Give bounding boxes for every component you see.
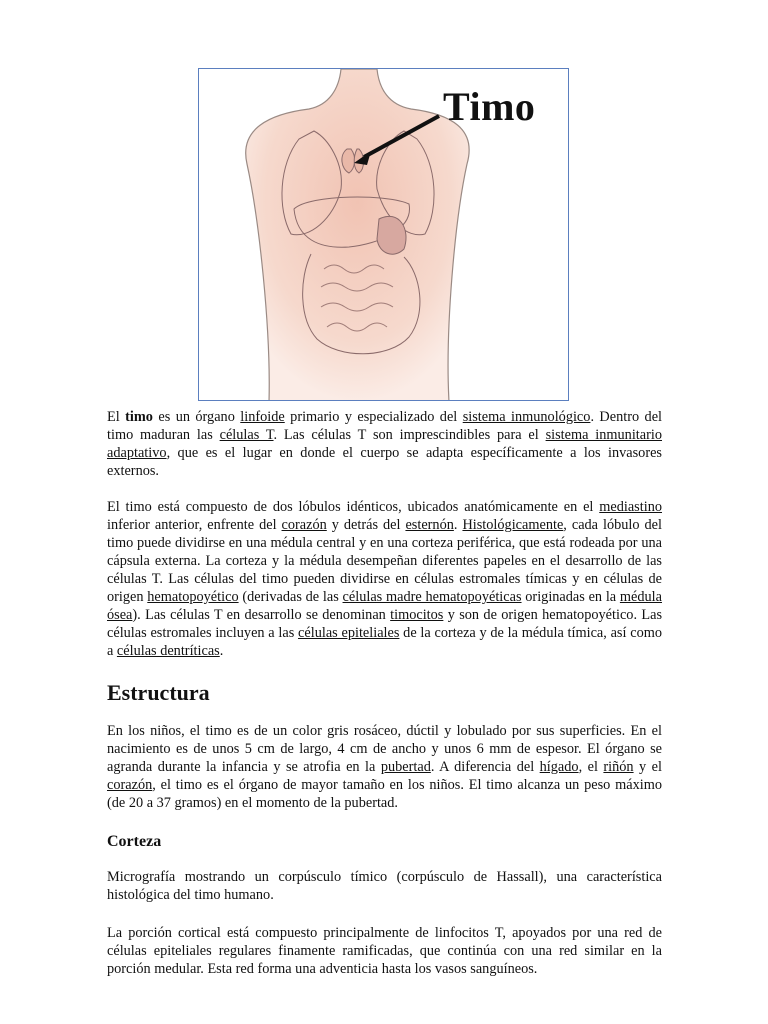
link-mediastino[interactable]: mediastino bbox=[599, 499, 662, 515]
link-sistema-inmunologico[interactable]: sistema inmunológico bbox=[462, 409, 591, 425]
link-higado[interactable]: hígado bbox=[539, 759, 579, 775]
intro-paragraph-2: El timo está compuesto de dos lóbulos idénticos, ubicados anatómicamente en el mediastino inferior anterior, enfrente del corazón y detrás del esternón. Histológicamente, cada lóbulo del timo puede dividirse en una médula central y en una corteza periférica, que está rodeada por una cápsula externa. La corteza y la médula desempeñan diferentes papeles en el desarrollo de las células T. Las células del timo pueden dividirse en células estromales tímicas y en células de origen hematopoyético (derivadas de las células madre hematopoyéticas originadas en la médula ósea). Las células T en desarrollo se denominan timocitos y son de origen hematopoyético. Las células estromales incluyen a las células epiteliales de la corteza y de la médula tímica, así como a células dentríticas. bbox=[107, 499, 663, 659]
corteza-paragraph-1: Micrografía mostrando un corpúsculo tímico (corpúsculo de Hassall), una característica histológica del timo humano. bbox=[107, 869, 662, 903]
estructura-paragraph: En los niños, el timo es de un color gris rosáceo, dúctil y lobulado por sus superficies. En el nacimiento es de unos 5 cm de largo, 4 cm de ancho y unos 6 mm de espesor. El órgano se agranda durante la infancia y se atrofia en la pubertad. A diferencia del hígado, el riñón y el corazón, el timo es el órgano de mayor tamaño en los niños. El timo alcanza un peso máximo (de 20 a 37 gramos) en el momento de la pubertad. bbox=[107, 723, 662, 811]
link-celulas-dentriticas[interactable]: células dentríticas bbox=[116, 643, 220, 659]
heading-estructura: Estructura bbox=[107, 680, 210, 705]
link-celulas-t[interactable]: células T bbox=[219, 427, 274, 443]
link-linfoide[interactable]: linfoide bbox=[240, 409, 285, 425]
link-pubertad[interactable]: pubertad bbox=[380, 759, 431, 775]
figure-label: Timo bbox=[443, 84, 536, 129]
intro-paragraph-1: El timo es un órgano linfoide primario y especializado del sistema inmunológico. Dentro del timo maduran las células T. Las células T son imprescindibles para el sistema inmunitario adaptativo, que es el lugar en donde el cuerpo se adapta específicamente a los invasores externos. bbox=[107, 409, 663, 479]
link-celulas-epiteliales[interactable]: células epiteliales bbox=[298, 625, 400, 641]
thymus-figure bbox=[198, 68, 569, 401]
corteza-paragraph-2: La porción cortical está compuesto principalmente de linfocitos T, apoyados por una red de células epiteliales regulares finamente ramificadas, que continúa con una red similar en la porción medular. Esta red forma una adventicia hasta los vasos sanguíneos. bbox=[107, 925, 662, 977]
link-corazon[interactable]: corazón bbox=[281, 517, 327, 533]
link-celulas-madre[interactable]: células madre hematopoyéticas bbox=[342, 589, 522, 605]
term-timo: timo bbox=[125, 409, 153, 425]
link-histologicamente[interactable]: Histológicamente bbox=[462, 517, 564, 533]
link-corazon-2[interactable]: corazón bbox=[107, 777, 153, 793]
heading-corteza: Corteza bbox=[107, 833, 162, 850]
link-medula-osea[interactable]: médula ósea bbox=[107, 589, 662, 623]
link-hematopoyetico[interactable]: hematopoyético bbox=[147, 589, 239, 605]
link-timocitos[interactable]: timocitos bbox=[390, 607, 444, 623]
link-esternon[interactable]: esternón bbox=[405, 517, 454, 533]
link-sistema-inmunitario-adaptativo[interactable]: sistema inmunitario adaptativo bbox=[107, 427, 662, 461]
link-rinon[interactable]: riñón bbox=[603, 759, 634, 775]
document-body bbox=[107, 408, 662, 978]
